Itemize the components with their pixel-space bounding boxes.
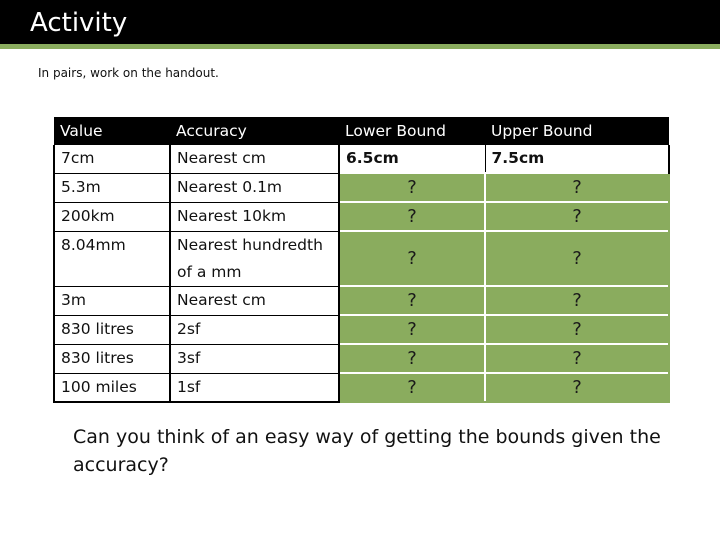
cell-accuracy: 2sf [170, 315, 339, 344]
header-accuracy: Accuracy [170, 117, 339, 145]
title-bar [0, 0, 720, 44]
bounds-table-wrap [53, 117, 670, 403]
cell-value: 200km [54, 202, 170, 231]
cell-lower-bound: 6.5cm [339, 145, 485, 173]
cell-upper-bound: ? [485, 202, 669, 231]
cell-value: 100 miles [54, 373, 170, 402]
cell-upper-bound: ? [485, 231, 669, 286]
table-row [54, 344, 669, 373]
cell-upper-bound: ? [485, 315, 669, 344]
cell-lower-bound: ? [339, 373, 485, 402]
table-row [54, 286, 669, 315]
cell-accuracy: Nearest cm [170, 286, 339, 315]
cell-upper-bound: ? [485, 286, 669, 315]
cell-value: 830 litres [54, 344, 170, 373]
cell-lower-bound: ? [339, 202, 485, 231]
header-value: Value [54, 117, 170, 145]
header-lower-bound: Lower Bound [339, 117, 485, 145]
cell-lower-bound: ? [339, 286, 485, 315]
cell-accuracy: Nearest hundredth of a mm [170, 231, 339, 286]
slide-title: Activity [30, 8, 128, 38]
cell-upper-bound: ? [485, 173, 669, 202]
header-upper-bound: Upper Bound [485, 117, 669, 145]
table-row [54, 231, 669, 286]
table-row [54, 173, 669, 202]
cell-value: 5.3m [54, 173, 170, 202]
discussion-question: Can you think of an easy way of getting the bounds given the accuracy? [73, 426, 661, 476]
cell-value: 3m [54, 286, 170, 315]
table-header-row [54, 117, 669, 145]
cell-upper-bound: 7.5cm [485, 145, 669, 173]
cell-lower-bound: ? [339, 344, 485, 373]
cell-accuracy: 3sf [170, 344, 339, 373]
table-row [54, 315, 669, 344]
cell-accuracy: Nearest 0.1m [170, 173, 339, 202]
cell-value: 7cm [54, 145, 170, 173]
cell-accuracy: 1sf [170, 373, 339, 402]
table-row [54, 373, 669, 402]
bounds-table [53, 117, 670, 403]
cell-value: 8.04mm [54, 231, 170, 286]
cell-accuracy: Nearest 10km [170, 202, 339, 231]
cell-lower-bound: ? [339, 173, 485, 202]
cell-upper-bound: ? [485, 344, 669, 373]
cell-lower-bound: ? [339, 315, 485, 344]
accent-strip [0, 44, 720, 49]
table-row [54, 202, 669, 231]
cell-upper-bound: ? [485, 373, 669, 402]
cell-value: 830 litres [54, 315, 170, 344]
cell-accuracy: Nearest cm [170, 145, 339, 173]
instructions: In pairs, work on the handout. [38, 66, 219, 80]
table-row [54, 145, 669, 173]
cell-lower-bound: ? [339, 231, 485, 286]
